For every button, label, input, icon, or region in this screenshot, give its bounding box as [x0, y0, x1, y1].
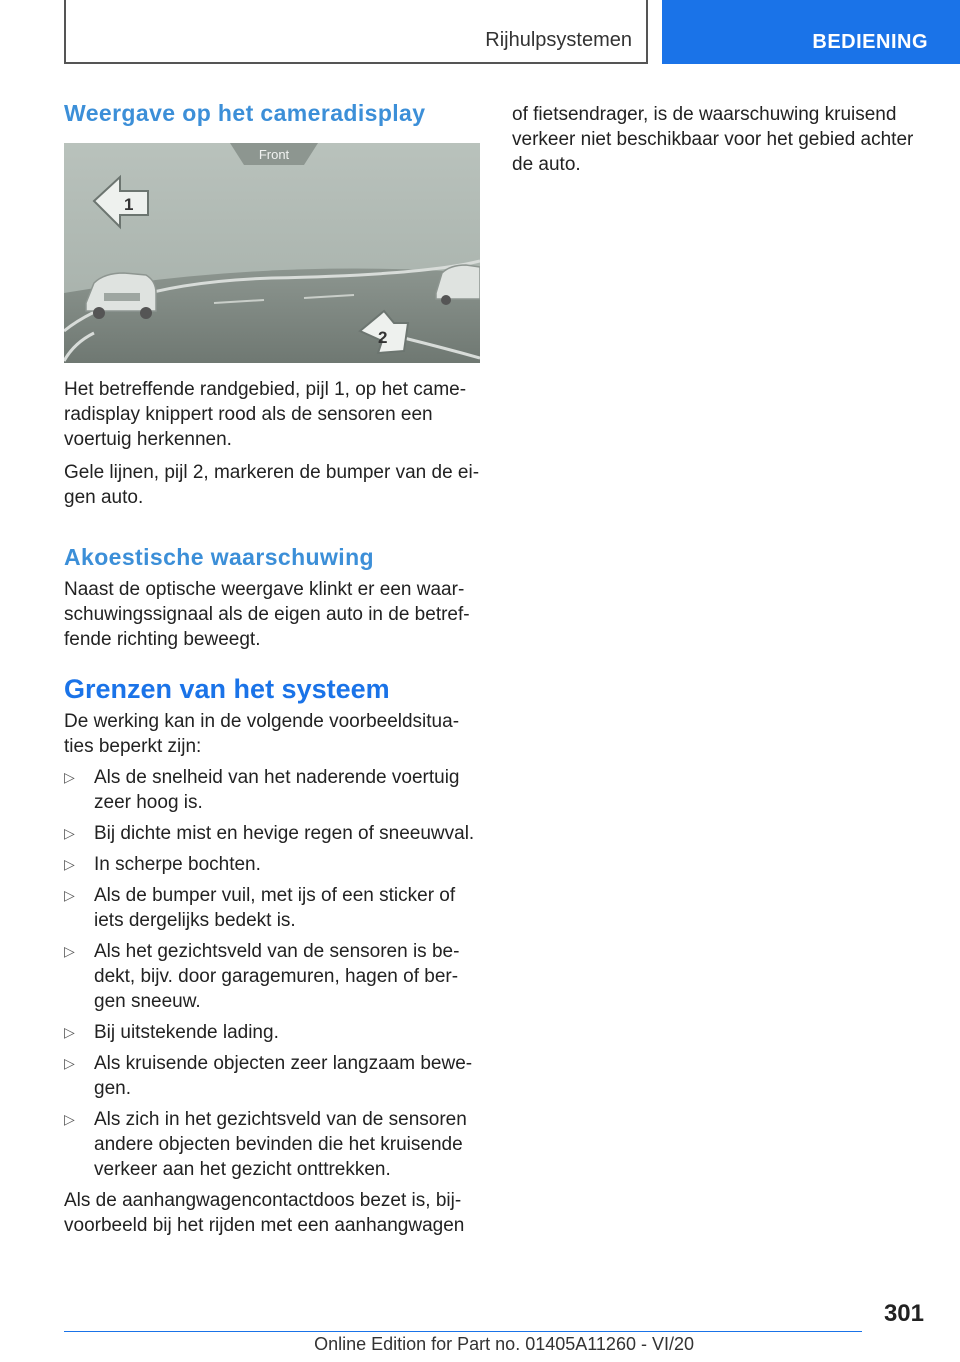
paragraph-acoustic: Naast de optische weergave klinkt er een waarschuwingssignaal als de eigen auto in de betreffende richting beweegt.	[64, 579, 470, 650]
list-item-text: In scherpe bochten.	[94, 854, 261, 875]
list-item	[64, 939, 480, 1014]
list-item	[64, 1051, 480, 1101]
list-item-text: Als de snelheid van het naderende voertuig zeer hoog is.	[94, 767, 460, 813]
list-item	[64, 1020, 480, 1045]
heading-system-limits: Grenzen van het systeem	[64, 674, 390, 704]
chapter-title: Rijhulpsystemen	[485, 29, 632, 51]
triangle-bullet-icon: ▷	[64, 1024, 75, 1040]
header-chapter-box	[64, 0, 648, 64]
page-number: 301	[883, 1300, 924, 1327]
paragraph-limits-intro: De werking kan in de volgende voorbeeldsituaties beperkt zijn:	[64, 711, 460, 757]
list-item	[64, 821, 480, 846]
triangle-bullet-icon: ▷	[64, 769, 75, 785]
triangle-bullet-icon: ▷	[64, 825, 75, 841]
footer-divider	[64, 1331, 862, 1332]
left-column	[64, 100, 480, 1238]
list-item-text: Als de bumper vuil, met ijs of een sticker of iets dergelijks bedekt is.	[94, 885, 456, 931]
camera-display-illustration	[64, 143, 480, 363]
list-item-text: Als kruisende objecten zeer langzaam bewegen.	[94, 1053, 473, 1099]
list-item-text: Bij dichte mist en hevige regen of sneeuwval.	[94, 823, 475, 844]
list-item	[64, 765, 480, 815]
list-item	[64, 883, 480, 933]
arrow-1-label: 1	[124, 195, 134, 214]
triangle-bullet-icon: ▷	[64, 856, 75, 872]
camera-display-figure	[64, 143, 480, 363]
list-item-text: Als het gezichtsveld van de sensoren is bedekt, bijv. door garagemuren, hagen of bergen sneeuw.	[94, 941, 460, 1012]
arrow-2-label: 2	[378, 328, 388, 347]
heading-acoustic-warning: Akoestische waarschuwing	[64, 544, 374, 570]
front-label: Front	[258, 147, 290, 162]
section-title: BEDIENING	[812, 31, 928, 53]
list-item	[64, 852, 480, 877]
triangle-bullet-icon: ▷	[64, 1055, 75, 1071]
list-item	[64, 1107, 480, 1182]
triangle-bullet-icon: ▷	[64, 887, 75, 903]
list-item-text: Bij uitstekende lading.	[94, 1022, 279, 1043]
footer-edition: Online Edition for Part no. 01405A11260 - VI/20	[314, 1334, 694, 1354]
paragraph-arrow-2: Gele lijnen, pijl 2, markeren de bumper van de eigen auto.	[64, 462, 480, 508]
right-column	[512, 102, 928, 177]
paragraph-trailer: Als de aanhangwagencontactdoos bezet is, bijvoorbeeld bij het rijden met een aanhangwagen	[64, 1190, 465, 1236]
paragraph-arrow-1: Het betreffende randgebied, pijl 1, op het cameradisplay knippert rood als de sensoren een voertuig herkennen.	[64, 379, 467, 450]
heading-camera-display: Weergave op het cameradisplay	[64, 100, 426, 126]
triangle-bullet-icon: ▷	[64, 1111, 75, 1127]
triangle-bullet-icon: ▷	[64, 943, 75, 959]
paragraph-bike-carrier: of fietsendrager, is de waarschuwing kruisend verkeer niet beschikbaar voor het gebied achter de auto.	[512, 104, 914, 175]
header-section-tab[interactable]	[662, 0, 960, 64]
limits-list	[64, 765, 480, 1182]
list-item-text: Als zich in het gezichtsveld van de sensoren andere objecten bevinden die het kruisende verkeer aan het gezicht onttrekken.	[94, 1109, 467, 1180]
